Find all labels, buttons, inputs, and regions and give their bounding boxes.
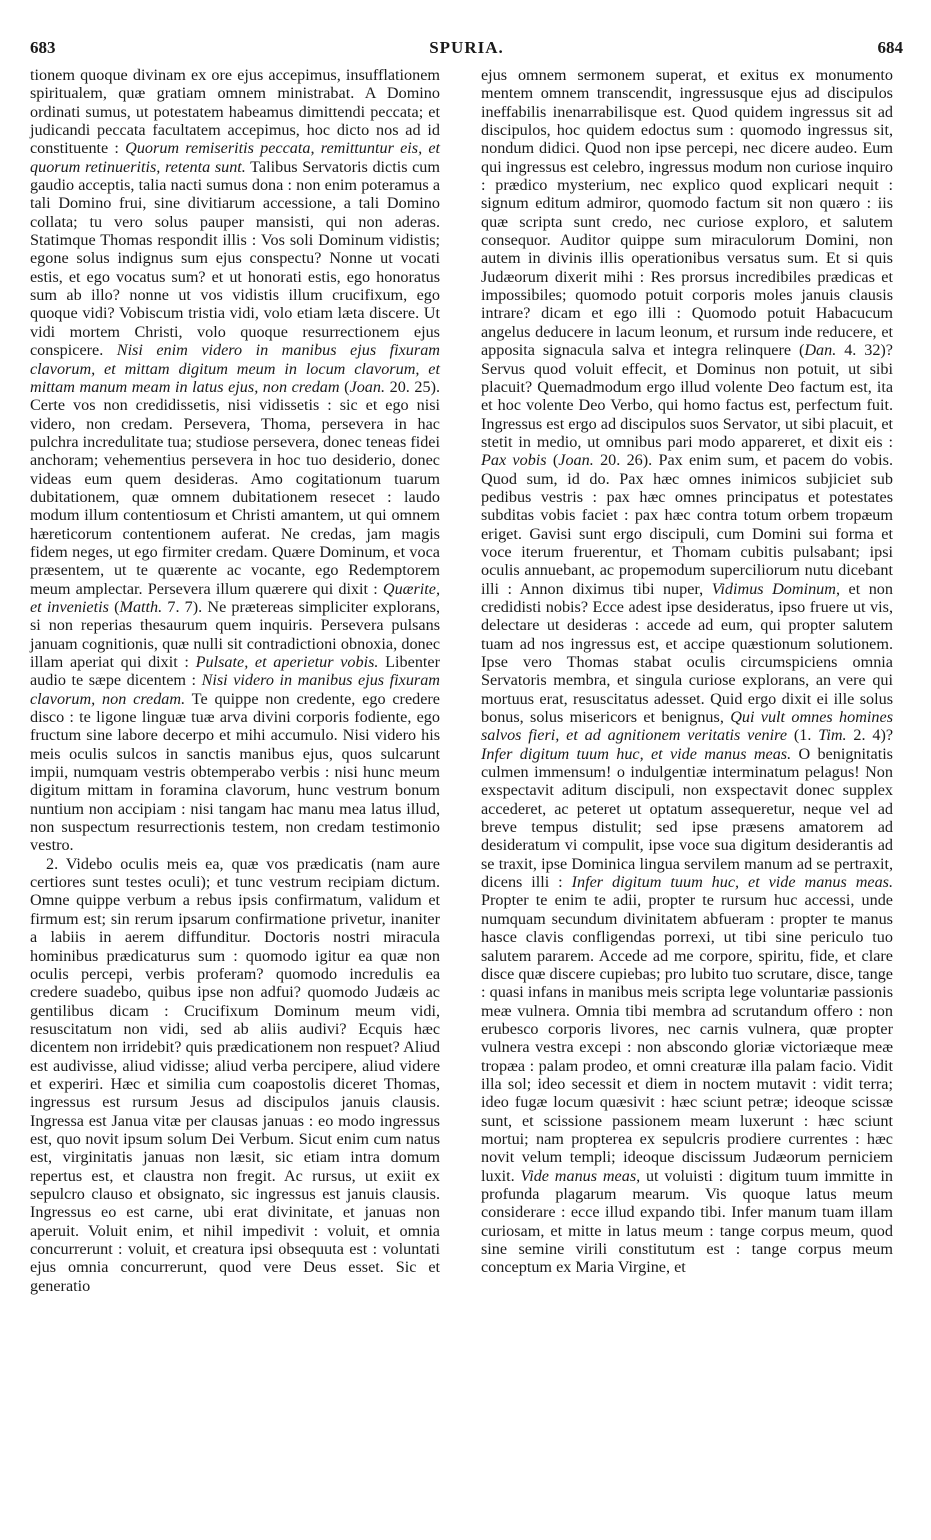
text: ejus omnem sermonem superat, et exitus ex monumento mentem omnem transcendit, ingressusque ejus ad discipulos ineffabilis inenarrabilisque est. Quod quidem ingressus sit ad discipulos, hoc quidem edoctus sum : quomodo ingressus sit, nondum didici. Quod non ipse percepi, nec dicere audeo. Eum qui ingressus est celebro, ingressus modum non curiose inquiro : prædico mysterium, nec explico quod explicari nequit : signum editum admiror, quomodo factum sit non quæro : iis quæ scripta sunt credo, nec curiose exploro, et salutem consequor. Auditor quippe sum miraculorum Domini, non autem in divinis illis operationibus versatus sum. Et si quis Judæorum dixerit mihi : Res prorsus incredibiles prædicas et impossibiles; quomodo potuit corporis moles januis clausis intrare? dicam et ego illi : Quomodo potuit Habacucum angelus deducere in lacum leonum, et rursum inde reducere, et apposita signacula salva et integra relinquere ( bbox=[481, 66, 893, 360]
text: Talibus Servatoris dictis cum gaudio acceptis, talia nacti sumus dona : non enim poteramus a tali Domino frui, sine divitiarum accessione, a tali Domino collata; tu vero solus pauper mansisti, qui non aderas. Statimque Thomas respondit illis : Vos soli Dominum vidistis; egone solus indignus sum ejus conspectu? Nonne ut vocati estis, et ego vocatus sum? et ut honorati estis, ego honoratus sum ab illo? nonne ut vos vidistis illum crucifixum, ego quoque vidi? Vobiscum tristia vidi, volo etiam læta discere. Ut vidi mortem Christi, volo quoque resurrectionem ejus conspicere. bbox=[30, 157, 440, 360]
text: O benignitatis culmen immensum! o indulgentiæ interminatum pelagus! Non exspectavit aditum discipuli, non exspectavit donec supplex accederet, ac peteret ut optatum assequeretur, neque vel ad breve tempus distulit; sed ipse præsens amatorem ad desideratum vi compulit, ipse voce sua digitum desiderantis ad se traxit, ipse Dominica lingua servilem manum ad se pertraxit, dicens illi : bbox=[481, 744, 893, 892]
text: Propter te enim te adii, propter te rursum huc accessi, unde numquam secundum divinitatem abfueram : propter te manus hasce clavis confligendas porrexi, ut tibi sine periculo tuo salutem pararem. Accede ad me corpore, spiritu, fide, et clare disce quæ discere cupiebas; pro lubito tuo scrutare, disce, tange : quasi infans in manibus meis scripta lege voluntariæ passionis meæ vulnera. Omnia tibi membra ad scrutandum offero : non erubesco corporis livores, nec carnis vulnera, quæ propter vulnera vestra excepi : non abscondo gloriæ victoriæque meæ tropæa : palam prodeo, et omni creaturæ illa palam facio. Vidit illa sol; ideo secessit et diem in noctem mutavit : vidit terra; ideo fugæ locum quæsivit : hæc sciunt petræ; ideoque scissæ sunt, et scissione passionem meam luxerunt : hæc sciunt mortui; nam propterea ex sepulcris prodiere currentes : hæc novit velum templi; ideoque discissum Judæorum perniciem luxit. bbox=[481, 891, 893, 1185]
right-column bbox=[481, 66, 893, 1277]
paragraph bbox=[30, 855, 440, 1295]
text: ( bbox=[546, 451, 559, 470]
text: ut voluisti : digitum tuum immitte in profunda plagarum mearum. Vis quoque latus meum considerare : ecce illud expando tibi. Infer manum tuam illam curiosam, et mitte in latus meum : tange corpus meum, quod sine semine virili constitutum est : tange corpus meum conceptum ex Maria Virgine, et bbox=[481, 1166, 893, 1277]
text: ( bbox=[108, 597, 120, 616]
text: 4. 32)? Servus quod voluit effecit, et Dominus non potuit, ut sibi placuit? Quemadmodum ergo illud volente Deo factum est, ita et hoc volente Deo Verbo, qui homo factus est, perfectum fuit. Ingressus est ergo ad discipulos suos Servator, ut sibi placuit, et stetit in medio, ut omnibus pari modo appareret, et dixit eis : bbox=[481, 341, 893, 451]
text: 7. 7). Ne prætereas simpliciter explorans, si non reperias thesaurum quem inquiris. Persevera pulsans januam cognitionis, quæ nulli sit contradictioni obnoxia, donec illam aperiat qui dixit : bbox=[30, 597, 441, 671]
text: , et non credidisti nobis? Ecce adest ipse desideratus, ipso fruere ut vis, delectare ut desideras : accede ad eum, qui propter salutem tuam ad nos ingressus est, et accipe quæstionum solutionem. Ipse vero Thomas stabat oculis circumspiciens omnia Servatoris membra, et singula curiose explorans, an vere qui mortuus erat, resuscitatus adesset. Quid ergo dixit ei ille solus bonus, solus misericors et benignus, bbox=[481, 579, 893, 727]
page-number-left: 683 bbox=[30, 38, 56, 57]
quotation: Nisi videro in manibus ejus fixuram clavorum, non credam. bbox=[30, 671, 440, 708]
running-header bbox=[30, 38, 903, 64]
quotation: Quorum remiseritis peccata, remittuntur eis, et quorum retinueritis, retenta sunt. bbox=[30, 139, 441, 176]
reference: Joan. bbox=[349, 377, 386, 396]
text: 20. 26). Pax enim sum, et pacem do vobis. Quod sum, id do. Pax hæc omnes inimicos subjiciet sub pedibus vestris : pax hæc omnes principatus et potestates subditas vobis faciet : pax hæc contra totum orbem tropæum eriget. Gavisi sunt ergo discipuli, cum Domini sui forma et voce iterum fruerentur, et Thomam cubitis pulsabant; ipsi oculis annuebant, ac propemodum superciliorum nutu dicebant illi : Annon diximus tibi nuper, bbox=[481, 451, 893, 598]
paragraph bbox=[481, 66, 893, 1277]
quotation: Qui vult omnes homines salvos fieri, et ad agnitionem veritatis venire bbox=[481, 708, 893, 745]
text: ( bbox=[339, 377, 350, 396]
text: Libenter audio te sæpe dicentem : bbox=[30, 653, 440, 690]
quotation: Infer digitum tuum huc, et vide manus meas. bbox=[481, 744, 792, 763]
quotation: Pulsate, et aperietur vobis. bbox=[195, 653, 379, 671]
quotation: Nisi enim videro in manibus ejus fixuram clavorum, et mittam digitum meum in locum clavorum, et mittam manum meam in latus ejus, non credam bbox=[30, 341, 440, 396]
quotation: Vide manus meas, bbox=[520, 1166, 641, 1185]
running-title: SPURIA. bbox=[429, 38, 504, 57]
reference: Dan. bbox=[804, 341, 837, 360]
quotation: Pax vobis bbox=[481, 451, 547, 470]
quotation: Vidimus Dominum bbox=[711, 579, 836, 598]
page-number-right: 684 bbox=[877, 38, 903, 57]
quotation: Infer digitum tuum huc, et vide manus meas. bbox=[571, 873, 894, 892]
text: 2. Videbo oculis meis ea, quæ vos prædicatis (nam aure certiores sunt testes oculi); et tunc vestrum recipiam dictum. Omne quippe verbum a rebus ipsis confirmatum, validum et firmum est; sin rerum ipsarum confirmatione privetur, inaniter a labiis in aerem diffunditur. Doctoris nostri miracula hominibus prædicaturus sum : quomodo igitur ea quæ non oculis percepi, verbis proferam? quomodo incredulis ea credere suadebo, quibus ipse non adfui? quomodo Judæis ac gentilibus dicam : Crucifixum Dominum meum vidi, resuscitatum non vidi, sed ab aliis audivi? Ecquis hæc dicentem non irridebit? quis prædicationem non respuet? Aliud est audivisse, aliud vidisse; aliud verba percipere, aliud videre et experiri. Hæc et similia cum coapostolis diceret Thomas, ingressus est rursum Jesus ad discipulos januis clausis. Ingressa est Janua vitæ per clausas januas : eo modo ingressus est, quo novit ipsum solum Dei Verbum. Sicut enim cum natus est, virginitatis januas non læsit, sic etiam intra domum repertus est, et claustra non fregit. Ac rursus, ut exiit ex sepulcro clauso et obsignato, sic ingressus est januis clausis. Ingressus eo est carne, ubi erat divinitate, et januas non aperuit. Voluit enim, et nihil impedivit : voluit, et omnia concurrerunt : voluit, et creatura ipsi obsequuta est : voluntati ejus omnia concurrerunt, quod vere Deus esset. Sic et generatio bbox=[30, 854, 440, 1295]
reference: Matth. bbox=[119, 597, 163, 616]
text: (1. bbox=[787, 726, 819, 745]
text: 2. 4)? bbox=[846, 726, 894, 745]
reference: Joan. bbox=[558, 451, 594, 470]
text: Te quippe non credente, ego credere disco : te ligone linguæ tuæ arva divini corporis fodiente, ego fructum sine labore decerpo et mihi accumulo. Nisi videro his meis oculis sulcos in sanctis manibus ejus, quos sulcarunt impii, numquam vestris obtemperabo verbis : nisi hunc meum digitum mittam in foramina clavorum, hunc vestrum bonum nuntium non accipiam : nisi tangam hac manu mea latus illud, non suspectum resurrectionis testem, non credam testimonio vestro. bbox=[30, 689, 440, 855]
text: tionem quoque divinam ex ore ejus accepimus, insufflationem spiritualem, quæ gratiam omnem ministrabat. A Domino ordinati sumus, ut potestatem habeamus dimittendi peccata; et judicandi peccata facultatem accepimus, hoc dicto nos ad id constituente : bbox=[30, 66, 440, 158]
text: 20. 25). Certe vos non credidissetis, nisi vidissetis : sic et ego nisi videro, non credam. Persevera, Thoma, persevera in hac pulchra incredulitate tua; studiose persevera, donec teneas fidei anchoram; vehementius persevera in hoc tuo desiderio, donec videas eum quem desideras. Amo cogitationum tuarum dubitationem, quæ omnem dubitationem resecet : laudo modum illum contentiosum et Christi amantem, ut qui omnem hæreticorum contentionem auferat. Ne credas, jam magis fidem neges, ut ego firmiter credam. Quære Dominum, et voca præsentem, ut te quærente ac vocante, ego Redemptorem meum amplectar. Persevera illum quærere qui dixit : bbox=[30, 377, 441, 598]
quotation: Quærite, et invenietis bbox=[30, 579, 440, 616]
reference: Tim. bbox=[818, 726, 847, 745]
paragraph bbox=[30, 66, 440, 855]
left-column bbox=[30, 66, 440, 1295]
